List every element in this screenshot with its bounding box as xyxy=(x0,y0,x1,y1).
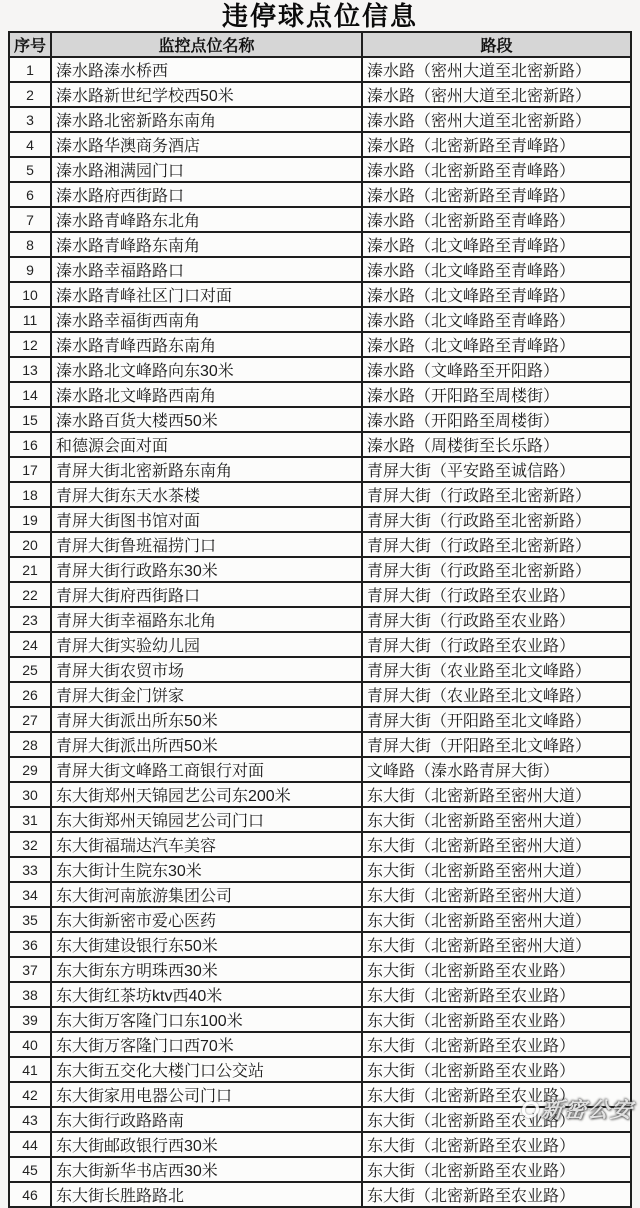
cell-point-name: 青屏大街派出所东50米 xyxy=(51,707,362,732)
cell-no: 32 xyxy=(9,832,51,857)
cell-no: 41 xyxy=(9,1057,51,1082)
cell-point-name: 青屏大街鲁班福捞门口 xyxy=(51,532,362,557)
cell-point-name: 东大街新密市爱心医药 xyxy=(51,907,362,932)
cell-no: 38 xyxy=(9,982,51,1007)
cell-road-section: 溱水路（文峰路至开阳路） xyxy=(362,357,631,382)
table-row xyxy=(9,682,631,707)
cell-no: 9 xyxy=(9,257,51,282)
cell-road-section: 溱水路（密州大道至北密新路） xyxy=(362,82,631,107)
cell-road-section: 青屏大街（行政路至农业路） xyxy=(362,607,631,632)
cell-point-name: 青屏大街图书馆对面 xyxy=(51,507,362,532)
cell-road-section: 东大街（北密新路至密州大道） xyxy=(362,932,631,957)
table-row xyxy=(9,832,631,857)
cell-road-section: 青屏大街（农业路至北文峰路） xyxy=(362,682,631,707)
cell-point-name: 溱水路青峰社区门口对面 xyxy=(51,282,362,307)
cell-road-section: 东大街（北密新路至农业路） xyxy=(362,1132,631,1157)
table-row xyxy=(9,707,631,732)
table-row xyxy=(9,407,631,432)
cell-point-name: 和德源会面对面 xyxy=(51,432,362,457)
cell-point-name: 东大街邮政银行西30米 xyxy=(51,1132,362,1157)
cell-point-name: 溱水路府西街路口 xyxy=(51,182,362,207)
cell-road-section: 青屏大街（行政路至北密新路） xyxy=(362,557,631,582)
cell-no: 37 xyxy=(9,957,51,982)
cell-point-name: 溱水路北文峰路西南角 xyxy=(51,382,362,407)
cell-road-section: 东大街（北密新路至密州大道） xyxy=(362,907,631,932)
cell-road-section: 青屏大街（行政路至农业路） xyxy=(362,632,631,657)
cell-point-name: 东大街家用电器公司门口 xyxy=(51,1082,362,1107)
cell-point-name: 青屏大街派出所西50米 xyxy=(51,732,362,757)
cell-no: 36 xyxy=(9,932,51,957)
table-row xyxy=(9,207,631,232)
table-row xyxy=(9,557,631,582)
cell-point-name: 溱水路华澳商务酒店 xyxy=(51,132,362,157)
cell-point-name: 溱水路青峰西路东南角 xyxy=(51,332,362,357)
cell-road-section: 东大街（北密新路至密州大道） xyxy=(362,782,631,807)
cell-point-name: 东大街河南旅游集团公司 xyxy=(51,882,362,907)
cell-point-name: 东大街福瑞达汽车美容 xyxy=(51,832,362,857)
cell-road-section: 青屏大街（行政路至北密新路） xyxy=(362,532,631,557)
cell-road-section: 溱水路（北文峰路至青峰路） xyxy=(362,307,631,332)
table-row xyxy=(9,1057,631,1082)
cell-road-section: 东大街（北密新路至密州大道） xyxy=(362,832,631,857)
table-row xyxy=(9,307,631,332)
cell-road-section: 东大街（北密新路至密州大道） xyxy=(362,857,631,882)
cell-point-name: 青屏大街幸福路东北角 xyxy=(51,607,362,632)
cell-no: 7 xyxy=(9,207,51,232)
cell-no: 13 xyxy=(9,357,51,382)
cell-point-name: 溱水路北文峰路向东30米 xyxy=(51,357,362,382)
table-row xyxy=(9,1182,631,1207)
cell-point-name: 东大街长胜路路北 xyxy=(51,1182,362,1207)
cell-point-name: 溱水路湘满园门口 xyxy=(51,157,362,182)
cell-road-section: 东大街（北密新路至密州大道） xyxy=(362,807,631,832)
cell-no: 22 xyxy=(9,582,51,607)
table-row xyxy=(9,182,631,207)
cell-road-section: 东大街（北密新路至农业路） xyxy=(362,1107,631,1132)
cell-road-section: 东大街（北密新路至密州大道） xyxy=(362,882,631,907)
cell-point-name: 东大街万客隆门口西70米 xyxy=(51,1032,362,1057)
cell-no: 42 xyxy=(9,1082,51,1107)
cell-no: 15 xyxy=(9,407,51,432)
cell-no: 19 xyxy=(9,507,51,532)
table-row xyxy=(9,532,631,557)
cell-no: 35 xyxy=(9,907,51,932)
table-row xyxy=(9,807,631,832)
table-row xyxy=(9,582,631,607)
cell-point-name: 东大街行政路路南 xyxy=(51,1107,362,1132)
cell-no: 11 xyxy=(9,307,51,332)
cell-road-section: 溱水路（北密新路至青峰路） xyxy=(362,157,631,182)
cell-road-section: 溱水路（北文峰路至青峰路） xyxy=(362,232,631,257)
table-row xyxy=(9,482,631,507)
cell-road-section: 溱水路（北文峰路至青峰路） xyxy=(362,282,631,307)
header-no: 序号 xyxy=(9,32,51,57)
cell-road-section: 青屏大街（行政路至农业路） xyxy=(362,582,631,607)
cell-road-section: 溱水路（周楼街至长乐路） xyxy=(362,432,631,457)
cell-point-name: 青屏大街府西街路口 xyxy=(51,582,362,607)
table-row xyxy=(9,982,631,1007)
table-row xyxy=(9,882,631,907)
table-row xyxy=(9,1107,631,1132)
cell-point-name: 东大街万客隆门口东100米 xyxy=(51,1007,362,1032)
cell-road-section: 青屏大街（开阳路至北文峰路） xyxy=(362,732,631,757)
cell-point-name: 东大街计生院东30米 xyxy=(51,857,362,882)
cell-road-section: 东大街（北密新路至农业路） xyxy=(362,1057,631,1082)
table-body xyxy=(9,57,631,1207)
cell-point-name: 溱水路幸福街西南角 xyxy=(51,307,362,332)
table-row xyxy=(9,507,631,532)
cell-point-name: 东大街红茶坊ktv西40米 xyxy=(51,982,362,1007)
header-name: 监控点位名称 xyxy=(51,32,362,57)
cell-road-section: 溱水路（北文峰路至青峰路） xyxy=(362,332,631,357)
table-row xyxy=(9,332,631,357)
cell-road-section: 东大街（北密新路至农业路） xyxy=(362,1157,631,1182)
table-row xyxy=(9,457,631,482)
cell-no: 44 xyxy=(9,1132,51,1157)
cell-point-name: 青屏大街东天水茶楼 xyxy=(51,482,362,507)
cell-no: 28 xyxy=(9,732,51,757)
cell-road-section: 文峰路（溱水路青屏大街） xyxy=(362,757,631,782)
cell-road-section: 东大街（北密新路至农业路） xyxy=(362,1007,631,1032)
cell-no: 43 xyxy=(9,1107,51,1132)
table-row xyxy=(9,1157,631,1182)
cell-no: 24 xyxy=(9,632,51,657)
watermark-text: 新密公安 xyxy=(540,1099,636,1122)
cell-point-name: 东大街郑州天锦园艺公司门口 xyxy=(51,807,362,832)
page-title: 违停球点位信息 xyxy=(221,1,418,31)
table-row xyxy=(9,82,631,107)
table-row xyxy=(9,282,631,307)
cell-no: 6 xyxy=(9,182,51,207)
cell-no: 21 xyxy=(9,557,51,582)
table-row xyxy=(9,57,631,82)
cell-no: 33 xyxy=(9,857,51,882)
table-row xyxy=(9,157,631,182)
cell-point-name: 溱水路北密新路东南角 xyxy=(51,107,362,132)
table-row xyxy=(9,232,631,257)
table-row xyxy=(9,1082,631,1107)
cell-point-name: 东大街五交化大楼门口公交站 xyxy=(51,1057,362,1082)
cell-point-name: 东大街郑州天锦园艺公司东200米 xyxy=(51,782,362,807)
cell-no: 31 xyxy=(9,807,51,832)
cell-no: 46 xyxy=(9,1182,51,1207)
cell-no: 17 xyxy=(9,457,51,482)
cell-point-name: 青屏大街农贸市场 xyxy=(51,657,362,682)
table-row xyxy=(9,907,631,932)
cell-point-name: 溱水路百货大楼西50米 xyxy=(51,407,362,432)
cell-point-name: 溱水路新世纪学校西50米 xyxy=(51,82,362,107)
cell-no: 20 xyxy=(9,532,51,557)
table-row xyxy=(9,632,631,657)
cell-road-section: 东大街（北密新路至农业路） xyxy=(362,957,631,982)
cell-road-section: 东大街（北密新路至农业路） xyxy=(362,1082,631,1107)
table-row xyxy=(9,957,631,982)
cell-point-name: 青屏大街文峰路工商银行对面 xyxy=(51,757,362,782)
cell-road-section: 溱水路（开阳路至周楼街） xyxy=(362,382,631,407)
cell-point-name: 青屏大街行政路东30米 xyxy=(51,557,362,582)
cell-no: 4 xyxy=(9,132,51,157)
cell-road-section: 东大街（北密新路至农业路） xyxy=(362,982,631,1007)
table-row xyxy=(9,932,631,957)
table-row xyxy=(9,357,631,382)
cell-road-section: 青屏大街（农业路至北文峰路） xyxy=(362,657,631,682)
cell-no: 1 xyxy=(9,57,51,82)
cell-no: 8 xyxy=(9,232,51,257)
table-row xyxy=(9,432,631,457)
cell-point-name: 青屏大街实验幼儿园 xyxy=(51,632,362,657)
cell-road-section: 青屏大街（行政路至北密新路） xyxy=(362,482,631,507)
cell-road-section: 溱水路（密州大道至北密新路） xyxy=(362,57,631,82)
cell-road-section: 青屏大街（开阳路至北文峰路） xyxy=(362,707,631,732)
cell-road-section: 东大街（北密新路至农业路） xyxy=(362,1182,631,1207)
cell-road-section: 青屏大街（平安路至诚信路） xyxy=(362,457,631,482)
cell-no: 25 xyxy=(9,657,51,682)
cell-point-name: 东大街建设银行东50米 xyxy=(51,932,362,957)
cell-point-name: 溱水路青峰路东北角 xyxy=(51,207,362,232)
cell-road-section: 青屏大街（行政路至北密新路） xyxy=(362,507,631,532)
cell-no: 18 xyxy=(9,482,51,507)
cell-point-name: 溱水路溱水桥西 xyxy=(51,57,362,82)
cell-no: 39 xyxy=(9,1007,51,1032)
cell-point-name: 东大街东方明珠西30米 xyxy=(51,957,362,982)
table-row xyxy=(9,382,631,407)
cell-road-section: 溱水路（密州大道至北密新路） xyxy=(362,107,631,132)
cell-no: 40 xyxy=(9,1032,51,1057)
cell-no: 10 xyxy=(9,282,51,307)
table-row xyxy=(9,857,631,882)
cell-no: 26 xyxy=(9,682,51,707)
cell-no: 5 xyxy=(9,157,51,182)
table-row xyxy=(9,257,631,282)
table-row xyxy=(9,1032,631,1057)
cell-road-section: 溱水路（北密新路至青峰路） xyxy=(362,132,631,157)
table-row xyxy=(9,107,631,132)
cell-no: 12 xyxy=(9,332,51,357)
cell-no: 14 xyxy=(9,382,51,407)
table-row xyxy=(9,1007,631,1032)
cell-point-name: 东大街新华书店西30米 xyxy=(51,1157,362,1182)
cell-point-name: 青屏大街北密新路东南角 xyxy=(51,457,362,482)
cell-no: 2 xyxy=(9,82,51,107)
table-row xyxy=(9,1132,631,1157)
cell-no: 23 xyxy=(9,607,51,632)
cell-no: 30 xyxy=(9,782,51,807)
table-row xyxy=(9,657,631,682)
cell-no: 27 xyxy=(9,707,51,732)
cell-no: 34 xyxy=(9,882,51,907)
table-row xyxy=(9,732,631,757)
header-road: 路段 xyxy=(362,32,631,57)
cell-road-section: 溱水路（开阳路至周楼街） xyxy=(362,407,631,432)
cell-road-section: 溱水路（北密新路至青峰路） xyxy=(362,182,631,207)
cell-road-section: 溱水路（北密新路至青峰路） xyxy=(362,207,631,232)
table-row xyxy=(9,782,631,807)
cell-road-section: 溱水路（北文峰路至青峰路） xyxy=(362,257,631,282)
cell-road-section: 东大街（北密新路至农业路） xyxy=(362,1032,631,1057)
table-row xyxy=(9,607,631,632)
cell-no: 29 xyxy=(9,757,51,782)
table-row xyxy=(9,757,631,782)
table-row xyxy=(9,132,631,157)
cell-point-name: 溱水路青峰路东南角 xyxy=(51,232,362,257)
cell-point-name: 青屏大街金门饼家 xyxy=(51,682,362,707)
cell-no: 45 xyxy=(9,1157,51,1182)
table-header-row xyxy=(9,32,631,57)
cell-no: 16 xyxy=(9,432,51,457)
cell-point-name: 溱水路幸福路路口 xyxy=(51,257,362,282)
cell-no: 3 xyxy=(9,107,51,132)
monitoring-points-table xyxy=(8,31,632,1208)
